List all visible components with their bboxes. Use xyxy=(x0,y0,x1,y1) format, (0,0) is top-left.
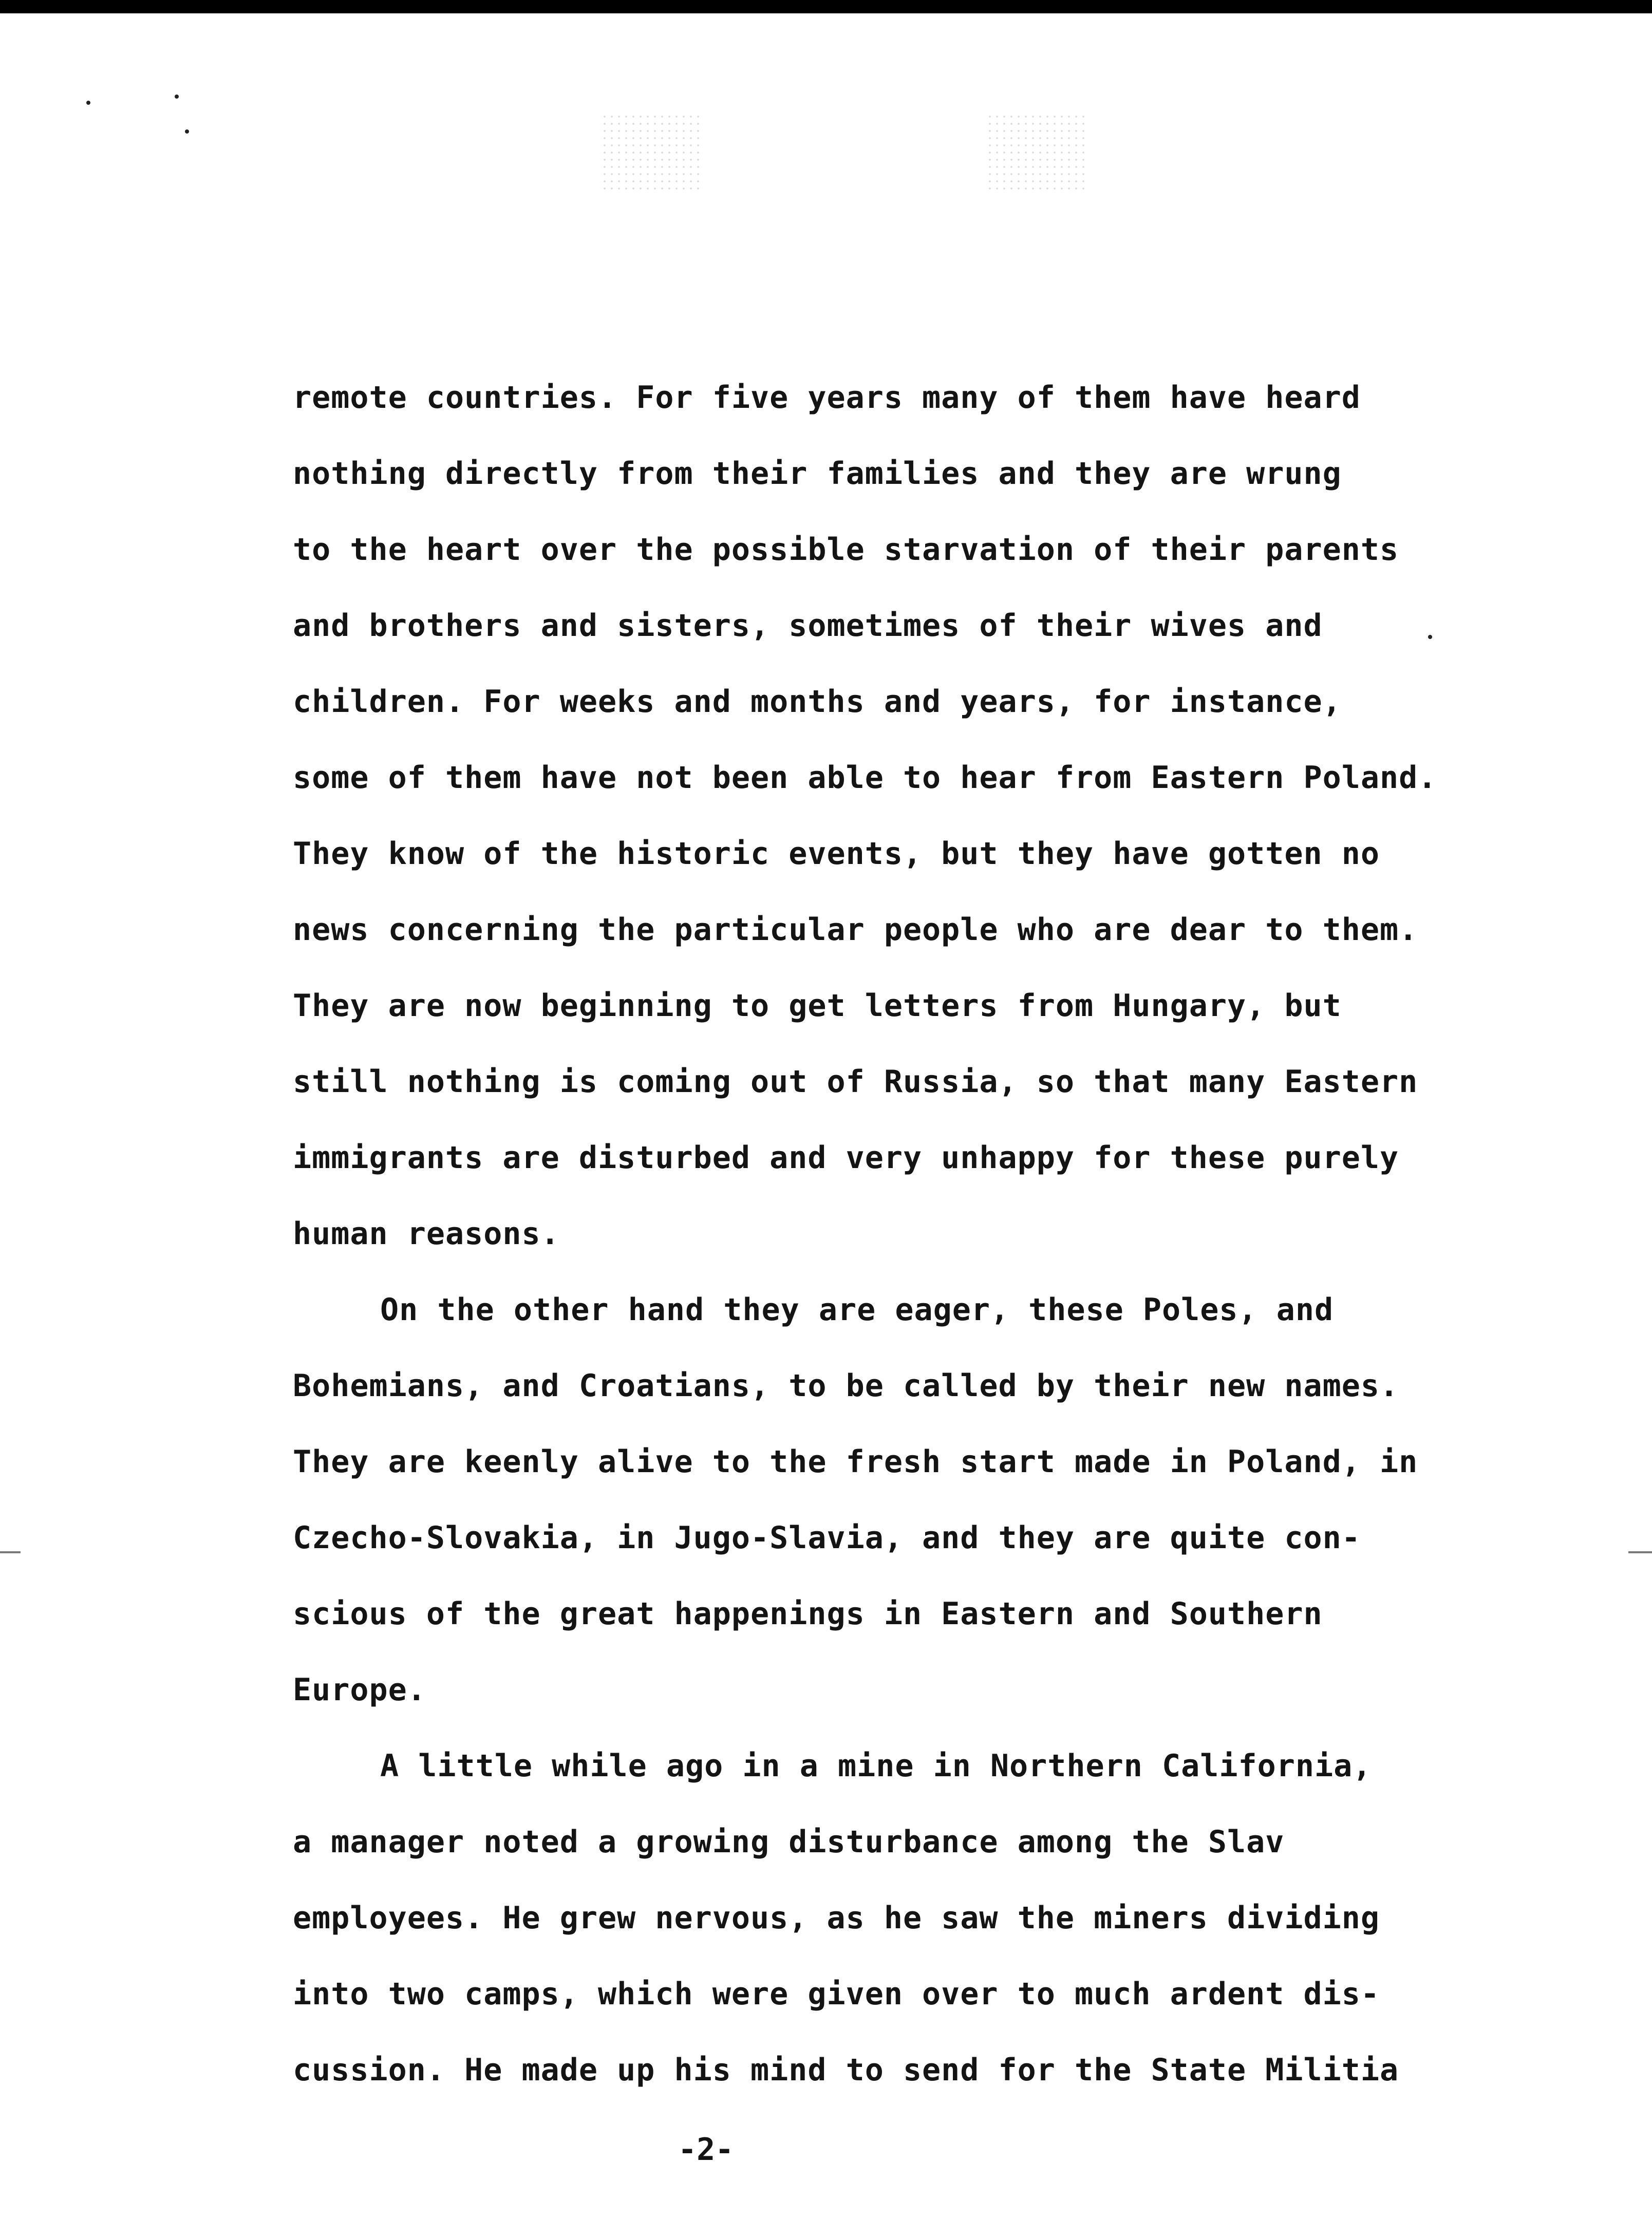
paragraph-1 xyxy=(293,360,1474,1272)
text-line: They are keenly alive to the fresh start made in Poland, in xyxy=(293,1444,1418,1480)
text-line: Bohemians, and Croatians, to be called by their new names. xyxy=(293,1368,1399,1404)
text-line: They know of the historic events, but they have gotten no xyxy=(293,836,1380,872)
text-line: cussion. He made up his mind to send for the State Militia xyxy=(293,2052,1399,2088)
text-line: still nothing is coming out of Russia, so that many Eastern xyxy=(293,1064,1418,1100)
scan-top-border xyxy=(0,0,1652,13)
faint-stamp-mark xyxy=(601,113,704,190)
scan-speck xyxy=(185,129,189,134)
text-line: a manager noted a growing disturbance among the Slav xyxy=(293,1824,1285,1860)
text-line: human reasons. xyxy=(293,1216,560,1252)
text-line: A little while ago in a mine in Northern California, xyxy=(380,1748,1372,1784)
text-line: nothing directly from their families and they are wrung xyxy=(293,456,1342,492)
scan-right-edge-mark xyxy=(1628,1551,1652,1553)
text-line: Europe. xyxy=(293,1672,426,1708)
text-line: Czecho-Slovakia, in Jugo-Slavia, and they are quite con- xyxy=(293,1520,1361,1556)
scan-left-edge-mark xyxy=(0,1551,21,1553)
text-line: into two camps, which were given over to much ardent dis- xyxy=(293,1976,1380,2012)
paragraph-3 xyxy=(293,1728,1474,2108)
typed-body-text xyxy=(293,360,1474,2108)
scan-speck xyxy=(86,101,90,105)
text-line: and brothers and sisters, sometimes of their wives and xyxy=(293,608,1323,644)
faint-stamp-mark xyxy=(986,113,1089,190)
text-line: children. For weeks and months and years, for instance, xyxy=(293,684,1342,720)
text-line: news concerning the particular people who are dear to them. xyxy=(293,912,1418,948)
text-line: to the heart over the possible starvation of their parents xyxy=(293,532,1399,568)
text-line: scious of the great happenings in Eastern and Southern xyxy=(293,1596,1323,1632)
text-line: some of them have not been able to hear from Eastern Poland. xyxy=(293,760,1437,796)
text-line: remote countries. For five years many of them have heard xyxy=(293,380,1361,416)
text-line: They are now beginning to get letters from Hungary, but xyxy=(293,988,1342,1024)
text-line: employees. He grew nervous, as he saw the miners dividing xyxy=(293,1900,1380,1936)
scan-speck xyxy=(175,95,179,99)
paragraph-2 xyxy=(293,1272,1474,1728)
text-line: On the other hand they are eager, these Poles, and xyxy=(380,1292,1334,1328)
text-line: immigrants are disturbed and very unhappy for these purely xyxy=(293,1140,1399,1176)
page-number: -2- xyxy=(678,2132,734,2168)
